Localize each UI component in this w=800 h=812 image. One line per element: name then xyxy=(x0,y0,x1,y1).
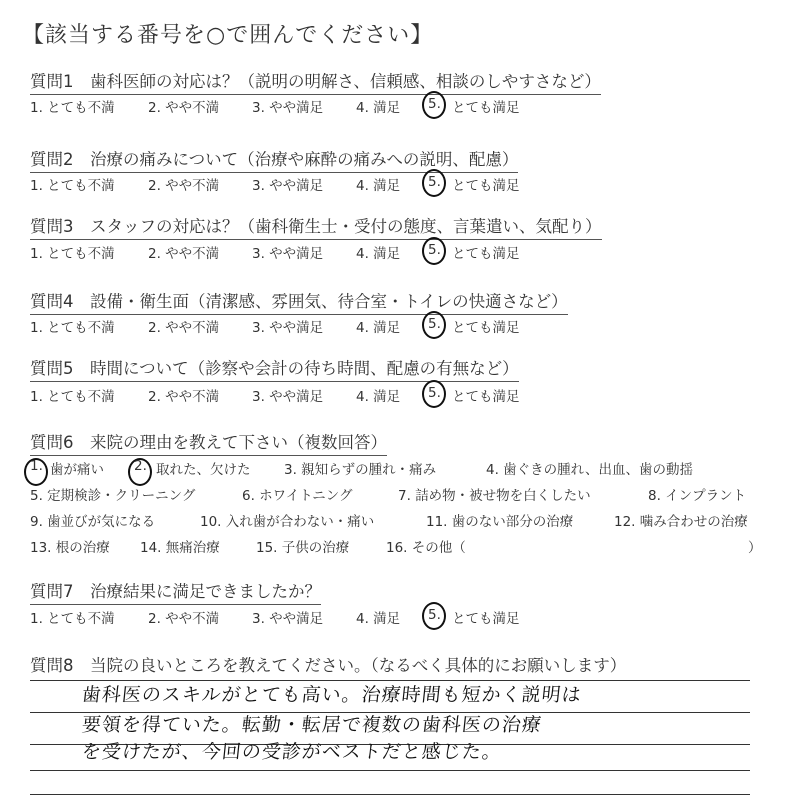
option-4[interactable]: 4. 満足 xyxy=(356,100,401,116)
option-1[interactable]: 1. とても不満 xyxy=(30,611,115,627)
option-5-label: とても満足 xyxy=(452,611,520,627)
selection-circle xyxy=(422,169,446,197)
option-4[interactable]: 4. 満足 xyxy=(356,611,401,627)
option-5[interactable]: 5. xyxy=(428,96,441,112)
option-4[interactable]: 4. 満足 xyxy=(356,389,401,405)
option-2[interactable]: 2. やや不満 xyxy=(148,178,220,194)
question-6-title: 質問6 来院の理由を教えて下さい（複数回答） xyxy=(30,429,387,456)
option-2[interactable]: 2. やや不満 xyxy=(148,320,220,336)
selection-circle xyxy=(422,237,446,265)
option-3[interactable]: 3. やや満足 xyxy=(252,611,324,627)
question-2-title: 質問2 治療の痛みについて（治療や麻酔の痛みへの説明、配慮） xyxy=(30,146,518,173)
q6-option-11[interactable]: 11. 歯のない部分の治療 xyxy=(426,514,574,530)
question-4-title: 質問4 設備・衛生面（清潔感、雰囲気、待合室・トイレの快適さなど） xyxy=(30,288,568,315)
option-1[interactable]: 1. とても不満 xyxy=(30,100,115,116)
q6-option-8[interactable]: 8. インプラント xyxy=(648,488,747,504)
q6-option-4[interactable]: 4. 歯ぐきの腫れ、出血、歯の動揺 xyxy=(486,462,693,478)
q6-option-15[interactable]: 15. 子供の治療 xyxy=(256,540,350,556)
q6-option-12[interactable]: 12. 噛み合わせの治療 xyxy=(614,514,748,530)
question-1-title: 質問1 歯科医師の対応は？（説明の明解さ、信頼感、相談のしやすさなど） xyxy=(30,68,601,95)
q6-option-7[interactable]: 7. 詰め物・被せ物を白くしたい xyxy=(398,488,591,504)
q6-option-5[interactable]: 5. 定期検診・クリーニング xyxy=(30,488,196,504)
answer-line-5 xyxy=(30,794,750,795)
option-5[interactable]: 5. xyxy=(428,242,441,258)
answer-line-4 xyxy=(30,770,750,771)
option-2[interactable]: 2. やや不満 xyxy=(148,246,220,262)
selection-circle xyxy=(422,91,446,119)
option-5[interactable]: 5. xyxy=(428,316,441,332)
q6-other-close-paren: ） xyxy=(748,540,762,556)
selection-circle xyxy=(422,311,446,339)
q6-option-3[interactable]: 3. 親知らずの腫れ・痛み xyxy=(284,462,437,478)
option-5-label: とても満足 xyxy=(452,320,520,336)
q6-option-10[interactable]: 10. 入れ歯が合わない・痛い xyxy=(200,514,375,530)
q6-option-13[interactable]: 13. 根の治療 xyxy=(30,540,110,556)
q6-option-9[interactable]: 9. 歯並びが気になる xyxy=(30,514,156,530)
option-5-label: とても満足 xyxy=(452,178,520,194)
selection-circle xyxy=(422,602,446,630)
option-1[interactable]: 1. とても不満 xyxy=(30,320,115,336)
option-2[interactable]: 2. やや不満 xyxy=(148,100,220,116)
option-3[interactable]: 3. やや満足 xyxy=(252,320,324,336)
option-4[interactable]: 4. 満足 xyxy=(356,178,401,194)
option-1[interactable]: 1. とても不満 xyxy=(30,246,115,262)
option-3[interactable]: 3. やや満足 xyxy=(252,100,324,116)
option-1[interactable]: 1. とても不満 xyxy=(30,178,115,194)
question-8-title: 質問8 当院の良いところを教えてください。（なるべく具体的にお願いします） xyxy=(30,656,627,675)
q6-option-1-label: 歯が痛い xyxy=(50,462,104,478)
question-3-title: 質問3 スタッフの対応は？（歯科衛生士・受付の態度、言葉遣い、気配り） xyxy=(30,213,602,240)
option-5[interactable]: 5. xyxy=(428,607,441,623)
option-5-label: とても満足 xyxy=(452,100,520,116)
handwriting-line-1: 歯科医のスキルがとても高い。治療時間も短かく説明は xyxy=(80,684,583,706)
option-2[interactable]: 2. やや不満 xyxy=(148,389,220,405)
q6-option-14[interactable]: 14. 無痛治療 xyxy=(140,540,220,556)
handwriting-line-3: を受けたが、今回の受診がベストだと感じた。 xyxy=(80,741,504,763)
option-5[interactable]: 5. xyxy=(428,174,441,190)
selection-circle xyxy=(422,380,446,408)
question-5-title: 質問5 時間について（診察や会計の待ち時間、配慮の有無など） xyxy=(30,355,519,382)
option-1[interactable]: 1. とても不満 xyxy=(30,389,115,405)
option-4[interactable]: 4. 満足 xyxy=(356,246,401,262)
handwriting-line-2: 要領を得ていた。転勤・転居で複数の歯科医の治療 xyxy=(80,714,544,736)
option-4[interactable]: 4. 満足 xyxy=(356,320,401,336)
option-5[interactable]: 5. xyxy=(428,385,441,401)
q6-option-2-label: 取れた、欠けた xyxy=(156,462,251,478)
option-5-label: とても満足 xyxy=(452,389,520,405)
option-3[interactable]: 3. やや満足 xyxy=(252,246,324,262)
option-2[interactable]: 2. やや不満 xyxy=(148,611,220,627)
option-3[interactable]: 3. やや満足 xyxy=(252,178,324,194)
q6-option-16[interactable]: 16. その他（ xyxy=(386,540,466,556)
q6-option-6[interactable]: 6. ホワイトニング xyxy=(242,488,353,504)
option-5-label: とても満足 xyxy=(452,246,520,262)
option-3[interactable]: 3. やや満足 xyxy=(252,389,324,405)
question-7-title: 質問7 治療結果に満足できましたか？ xyxy=(30,578,321,605)
page-header: 【該当する番号を○で囲んでください】 xyxy=(22,23,434,48)
